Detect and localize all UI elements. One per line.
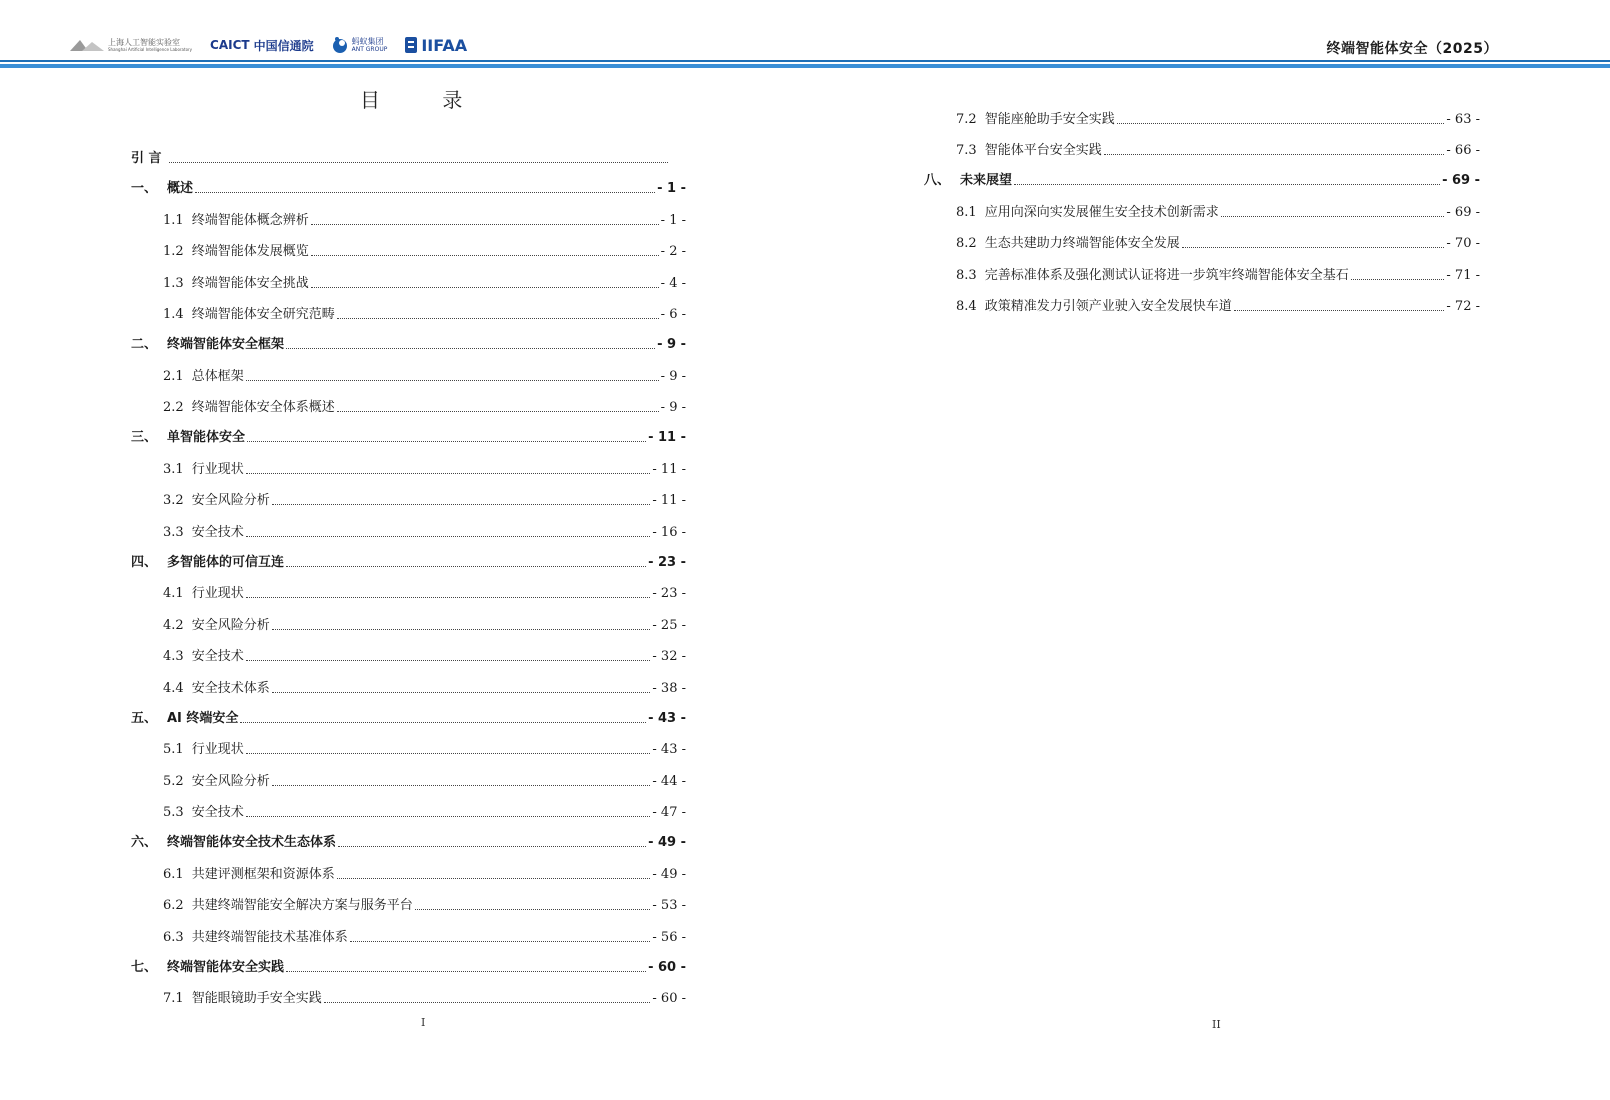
toc-section-entry[interactable] <box>131 789 686 821</box>
toc-dot-leader <box>246 380 659 381</box>
logo-strip <box>70 34 467 56</box>
toc-entry-title: 安全技术 <box>191 649 244 664</box>
toc-entry-title: 终端智能体安全技术生态体系 <box>167 835 337 850</box>
toc-section-entry[interactable] <box>131 291 686 323</box>
toc-dot-leader <box>246 816 651 817</box>
toc-entry-number: 5.3 <box>163 805 184 820</box>
toc-chapter-entry[interactable] <box>131 540 686 570</box>
toc-dot-leader <box>246 660 651 661</box>
toc-dot-leader <box>337 318 659 319</box>
toc-entry-page: - 66 - <box>1446 143 1480 158</box>
toc-section-entry[interactable] <box>131 228 686 260</box>
toc-dot-leader <box>338 846 646 847</box>
toc-entry-number: 3.2 <box>163 493 184 508</box>
toc-entry-title: 完善标准体系及强化测试认证将进一步筑牢终端智能体安全基石 <box>984 267 1349 283</box>
ant-group-icon <box>332 36 348 54</box>
toc-entry-page: - 23 - <box>652 586 686 601</box>
toc-entry-number: 8.4 <box>956 299 977 314</box>
toc-entry-title: 行业现状 <box>191 461 244 477</box>
toc-entry-title: 安全风险分析 <box>191 493 270 508</box>
toc-dot-leader <box>195 192 655 193</box>
toc-section-entry[interactable] <box>131 352 686 384</box>
toc-entry-page: - 9 - <box>657 337 686 352</box>
toc-dot-leader <box>311 287 659 288</box>
toc-entry-number: 5.2 <box>163 773 184 789</box>
toc-entry-title: 行业现状 <box>191 586 244 601</box>
toc-entry-number: 二、 <box>131 337 158 352</box>
toc-entry-page: - 69 - <box>1446 204 1480 220</box>
toc-left-column <box>131 136 686 1006</box>
caict-logo <box>210 37 314 54</box>
toc-dot-leader <box>272 692 651 693</box>
toc-entry-number: 1.2 <box>163 244 184 259</box>
toc-chapter-entry[interactable] <box>131 136 686 166</box>
toc-entry-number: 7.1 <box>163 991 184 1006</box>
toc-dot-leader <box>272 629 651 630</box>
ant-group-en: ANT GROUP <box>351 46 388 53</box>
toc-entry-number: 8.1 <box>956 204 977 220</box>
toc-dot-leader <box>1104 154 1445 155</box>
toc-dot-leader <box>240 722 646 723</box>
toc-dot-leader <box>350 941 651 942</box>
toc-chapter-entry[interactable] <box>131 166 686 196</box>
toc-section-entry[interactable] <box>131 196 686 228</box>
toc-entry-page: - 11 - <box>652 461 686 477</box>
toc-entry-page: - 47 - <box>652 805 686 820</box>
toc-entry-title: 总体框架 <box>191 368 244 384</box>
toc-entry-page: - 60 - <box>652 991 686 1006</box>
toc-section-entry[interactable] <box>924 251 1480 283</box>
toc-section-entry[interactable] <box>131 757 686 789</box>
toc-entry-title: 安全技术 <box>191 805 244 820</box>
toc-entry-title: 应用向深向实发展催生安全技术创新需求 <box>984 204 1219 220</box>
toc-entry-title: 智能眼镜助手安全实践 <box>191 991 322 1006</box>
toc-entry-number: 2.1 <box>163 368 184 384</box>
toc-dot-leader <box>1221 216 1445 217</box>
toc-chapter-entry[interactable] <box>131 945 686 975</box>
toc-section-entry[interactable] <box>131 726 686 758</box>
toc-entry-page: - 1 - <box>657 181 686 196</box>
toc-entry-page: - 32 - <box>652 649 686 664</box>
toc-entry-title: 智能体平台安全实践 <box>984 143 1102 158</box>
toc-dot-leader <box>246 753 651 754</box>
shanghai-ai-lab-logo <box>70 38 192 52</box>
toc-dot-leader <box>324 1002 651 1003</box>
toc-entry-number: 7.3 <box>956 143 977 158</box>
toc-entry-title: 行业现状 <box>191 742 244 757</box>
toc-entry-page: - 71 - <box>1446 267 1480 283</box>
toc-dot-leader <box>1182 247 1445 248</box>
toc-dot-leader <box>1234 310 1445 311</box>
toc-dot-leader <box>311 224 659 225</box>
toc-entry-number: 8.3 <box>956 267 977 283</box>
toc-entry-page: - 4 - <box>660 275 686 291</box>
toc-entry-page: - 53 - <box>652 898 686 913</box>
toc-entry-page: - 69 - <box>1442 173 1480 188</box>
page-number-left: I <box>421 1016 426 1029</box>
toc-entry-title: 共建终端智能安全解决方案与服务平台 <box>191 898 413 913</box>
toc-entry-number: 4.3 <box>163 649 184 664</box>
toc-section-entry[interactable] <box>131 664 686 696</box>
toc-dot-leader <box>247 441 646 442</box>
toc-dot-leader <box>272 785 651 786</box>
toc-entry-number: 2.2 <box>163 400 184 415</box>
toc-section-entry[interactable] <box>131 601 686 633</box>
toc-entry-number: 5.1 <box>163 742 184 757</box>
toc-entry-page: - 2 - <box>660 244 686 259</box>
toc-entry-title: 共建评测框架和资源体系 <box>191 866 335 882</box>
toc-entry-page: - 60 - <box>648 959 686 975</box>
sail-logo-text: 上海人工智能实验室 <box>108 38 180 47</box>
toc-dot-leader <box>286 971 646 972</box>
toc-entry-page: - 6 - <box>660 307 686 322</box>
toc-entry-title: 安全风险分析 <box>191 773 270 789</box>
toc-entry-number: 五、 <box>131 710 158 726</box>
toc-dot-leader <box>1117 123 1445 124</box>
toc-section-entry[interactable] <box>924 220 1480 252</box>
toc-dot-leader <box>246 597 651 598</box>
toc-entry-title: 终端智能体概念辨析 <box>191 212 309 228</box>
toc-chapter-entry[interactable] <box>131 415 686 445</box>
toc-dot-leader <box>246 473 651 474</box>
toc-entry-title: 安全风险分析 <box>191 617 270 633</box>
toc-chapter-entry[interactable] <box>131 820 686 850</box>
toc-entry-title: 终端智能体安全框架 <box>167 337 285 352</box>
toc-dot-leader <box>1014 184 1440 185</box>
toc-section-entry[interactable] <box>924 95 1480 127</box>
page-number-right: II <box>1212 1018 1221 1031</box>
toc-entry-page: - 9 - <box>660 368 686 384</box>
toc-entry-page: - 25 - <box>652 617 686 633</box>
toc-entry-number: 4.4 <box>163 680 184 696</box>
toc-dot-leader <box>1351 279 1445 280</box>
toc-entry-page: - 23 - <box>648 554 686 570</box>
toc-entry-title: 共建终端智能技术基准体系 <box>191 929 348 945</box>
header-rule-thin <box>0 60 1610 62</box>
toc-entry-number: 6.1 <box>163 866 184 882</box>
toc-entry-number: 1.4 <box>163 307 184 322</box>
toc-entry-page: - 43 - <box>648 710 686 726</box>
toc-entry-page: - 49 - <box>652 866 686 882</box>
toc-dot-leader <box>286 348 655 349</box>
toc-chapter-entry[interactable] <box>131 696 686 726</box>
toc-entry-page: - 43 - <box>652 742 686 757</box>
toc-chapter-entry[interactable] <box>924 158 1480 188</box>
caict-latin: CAICT <box>210 38 250 52</box>
toc-entry-page: - 44 - <box>652 773 686 789</box>
toc-section-entry[interactable] <box>131 882 686 914</box>
toc-entry-title: 生态共建助力终端智能体安全发展 <box>984 236 1180 251</box>
toc-entry-title: 安全技术体系 <box>191 680 270 696</box>
sail-logo-icon <box>70 38 104 52</box>
toc-entry-page: - 38 - <box>652 680 686 696</box>
toc-entry-number: 一、 <box>131 181 158 196</box>
ant-group-logo <box>332 36 388 54</box>
toc-entry-number: 4.1 <box>163 586 184 601</box>
toc-section-entry[interactable] <box>131 508 686 540</box>
ifaa-text: IIFAA <box>421 35 468 55</box>
toc-entry-number: 3.3 <box>163 524 184 540</box>
toc-entry-title: 终端智能体安全实践 <box>167 959 285 975</box>
ifaa-icon <box>405 37 417 53</box>
toc-entry-number: 引 言 <box>131 151 162 166</box>
toc-dot-leader <box>169 162 668 163</box>
toc-entry-number: 1.1 <box>163 212 184 228</box>
toc-entry-number: 6.3 <box>163 929 184 945</box>
ant-group-cn: 蚂蚁集团 <box>351 37 384 46</box>
toc-entry-title: AI 终端安全 <box>167 710 239 726</box>
toc-entry-title: 单智能体安全 <box>167 430 246 445</box>
toc-entry-title: 终端智能体安全挑战 <box>191 275 309 291</box>
toc-entry-page: - 11 - <box>652 493 686 508</box>
toc-dot-leader <box>272 504 651 505</box>
toc-entry-number: 三、 <box>131 430 158 445</box>
toc-entry-page: - 70 - <box>1446 236 1480 251</box>
ifaa-logo <box>405 36 467 55</box>
sail-logo-subtext: Shanghai Artificial Intelligence Laboratory <box>108 47 193 52</box>
toc-section-entry[interactable] <box>924 127 1480 159</box>
toc-entry-page: - 16 - <box>652 524 686 540</box>
toc-entry-number: 1.3 <box>163 275 184 291</box>
toc-entry-page: - 56 - <box>652 929 686 945</box>
toc-dot-leader <box>311 255 659 256</box>
toc-entry-number: 七、 <box>131 959 158 975</box>
toc-entry-page: - 9 - <box>660 400 686 415</box>
toc-section-entry[interactable] <box>131 633 686 665</box>
page-header <box>0 0 1610 70</box>
toc-section-entry[interactable] <box>131 445 686 477</box>
toc-section-entry[interactable] <box>131 477 686 509</box>
toc-entry-number: 4.2 <box>163 617 184 633</box>
toc-entry-page: - 1 - <box>660 212 686 228</box>
toc-section-entry[interactable] <box>131 913 686 945</box>
toc-dot-leader <box>286 566 646 567</box>
toc-entry-title: 政策精准发力引领产业驶入安全发展快车道 <box>984 299 1232 314</box>
toc-dot-leader <box>337 878 651 879</box>
toc-section-entry[interactable] <box>924 283 1480 315</box>
toc-right-column <box>924 95 1480 314</box>
caict-cn: 中国信通院 <box>253 38 314 53</box>
toc-entry-title: 安全技术 <box>191 524 244 540</box>
toc-section-entry[interactable] <box>131 850 686 882</box>
toc-entry-number: 6.2 <box>163 898 184 913</box>
toc-chapter-entry[interactable] <box>131 322 686 352</box>
toc-entry-title: 多智能体的可信互连 <box>167 554 285 570</box>
toc-section-entry[interactable] <box>131 384 686 416</box>
toc-entry-title: 概述 <box>167 181 194 196</box>
toc-entry-page: - 11 - <box>648 430 686 445</box>
document-title: 终端智能体安全（2025） <box>1326 41 1498 57</box>
toc-entry-number: 7.2 <box>956 111 977 127</box>
toc-section-entry[interactable] <box>131 975 686 1007</box>
toc-entry-page: - 63 - <box>1446 111 1480 127</box>
toc-entry-number: 六、 <box>131 835 158 850</box>
toc-dot-leader <box>337 411 659 412</box>
toc-entry-title: 终端智能体发展概览 <box>191 244 309 259</box>
toc-entry-number: 3.1 <box>163 461 184 477</box>
toc-entry-title: 终端智能体安全研究范畴 <box>191 307 335 322</box>
toc-entry-number: 8.2 <box>956 236 977 251</box>
toc-dot-leader <box>246 536 651 537</box>
header-rule-thick <box>0 64 1610 68</box>
toc-entry-number: 四、 <box>131 554 158 570</box>
toc-entry-number: 八、 <box>924 173 951 188</box>
toc-entry-page: - 72 - <box>1446 299 1480 314</box>
toc-entry-title: 智能座舱助手安全实践 <box>984 111 1115 127</box>
toc-heading: 目 录 <box>360 88 491 112</box>
toc-section-entry[interactable] <box>131 259 686 291</box>
toc-dot-leader <box>415 909 651 910</box>
toc-entry-title: 未来展望 <box>960 173 1013 188</box>
toc-entry-page: - 49 - <box>648 835 686 850</box>
toc-entry-title: 终端智能体安全体系概述 <box>191 400 335 415</box>
toc-section-entry[interactable] <box>924 188 1480 220</box>
toc-section-entry[interactable] <box>131 570 686 602</box>
